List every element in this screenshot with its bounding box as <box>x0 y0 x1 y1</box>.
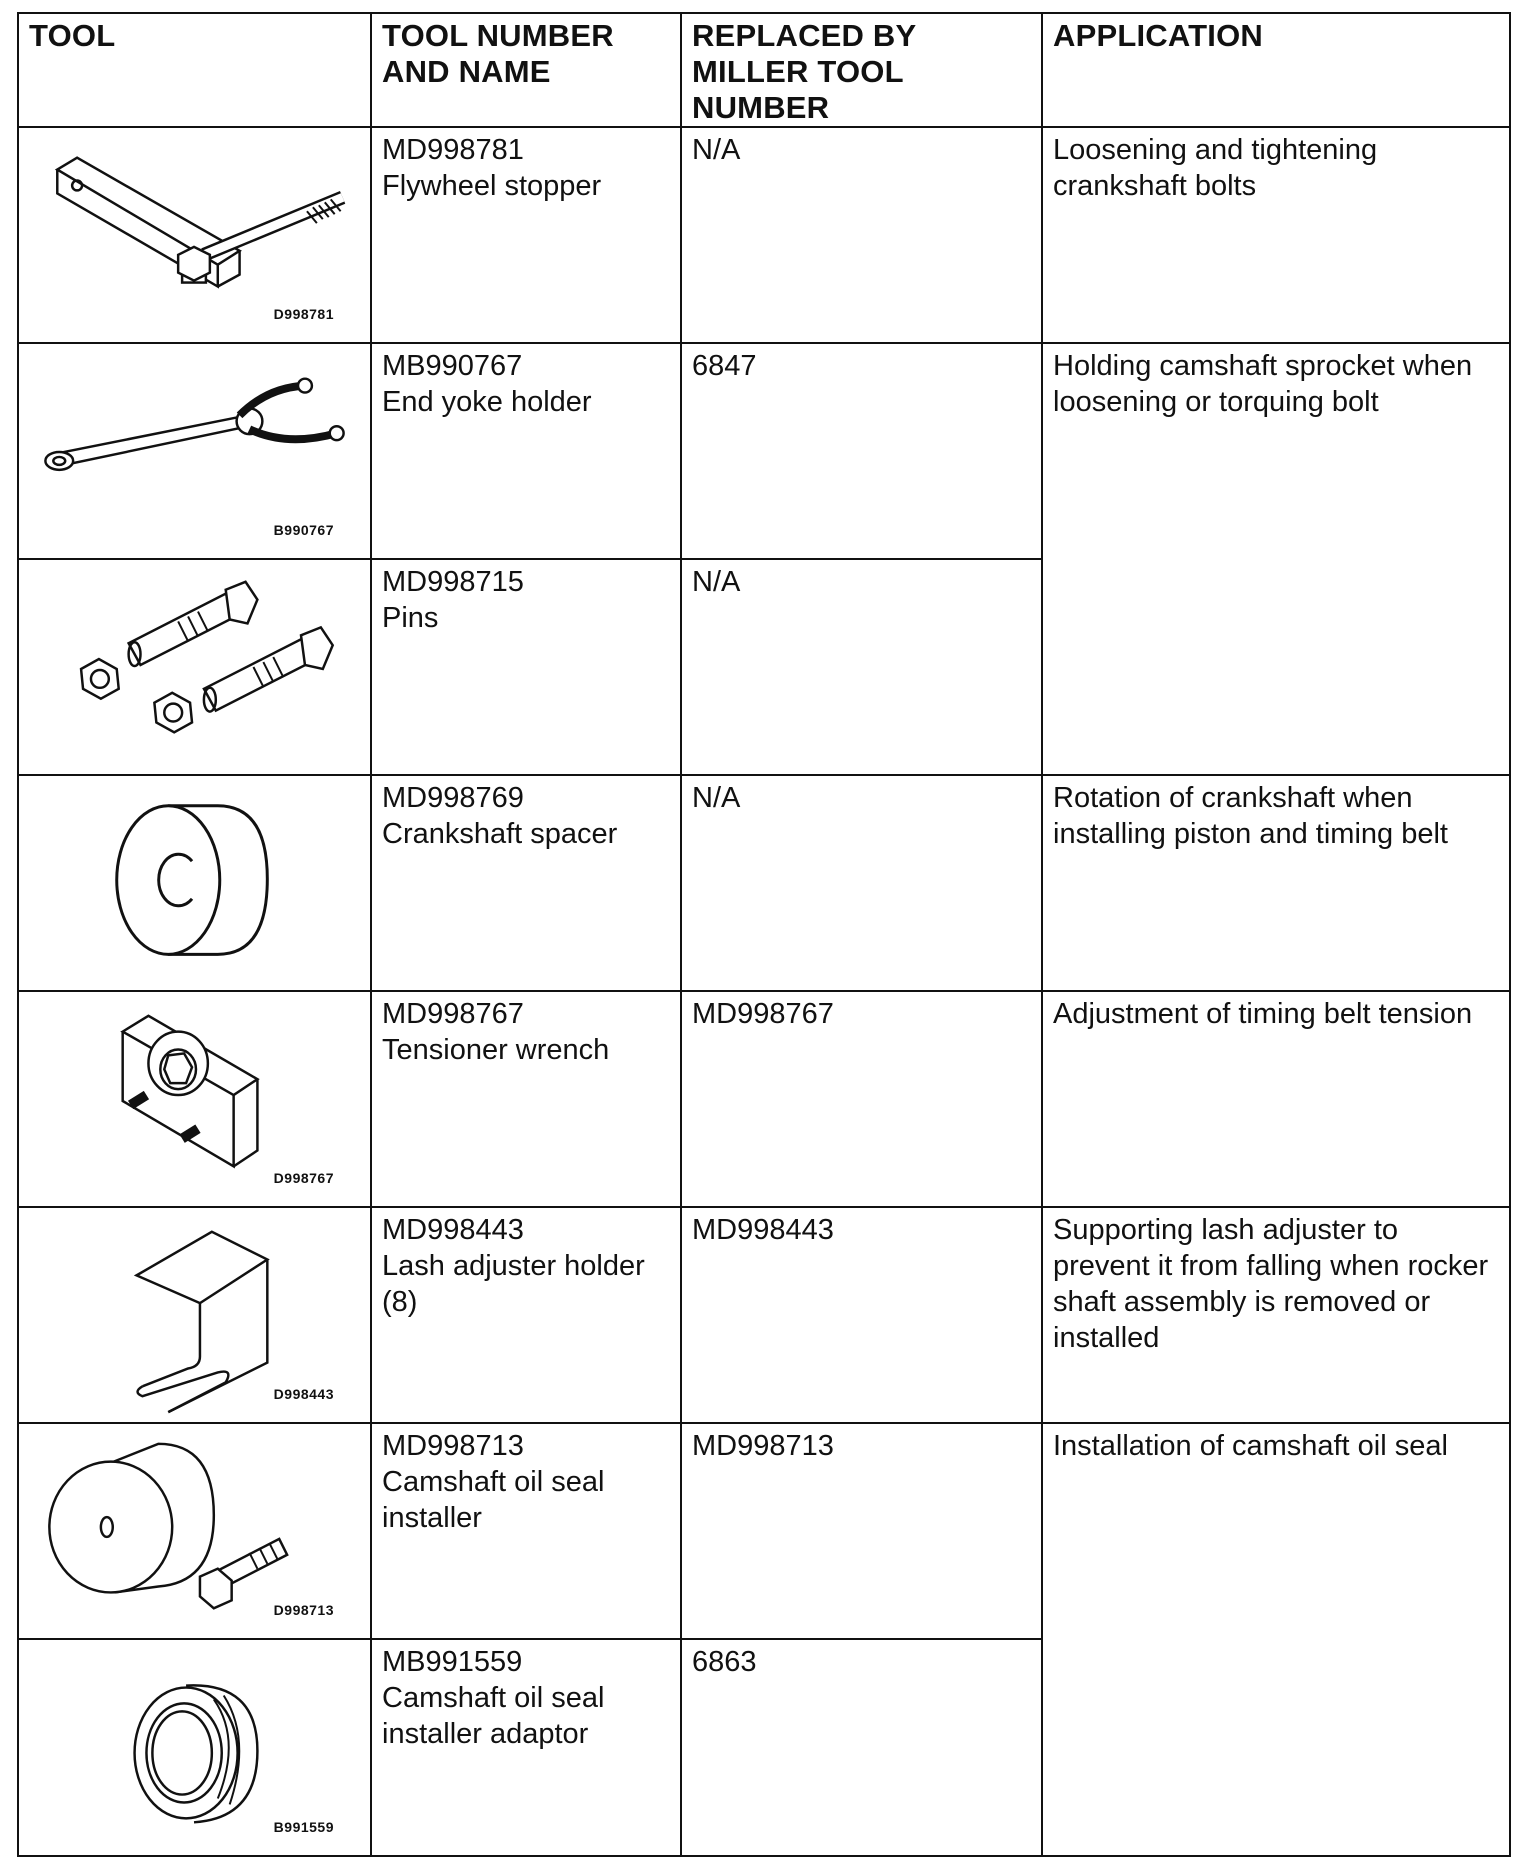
tool-name: Crankshaft spacer <box>382 818 618 850</box>
tool-image-cell <box>18 1639 371 1856</box>
application-cell: Supporting lash adjuster to prevent it from falling when rocker shaft assembly is removed or installed <box>1042 1207 1510 1423</box>
tool-number: MD998781 <box>382 134 524 166</box>
tool-image-cell <box>18 127 371 343</box>
tool-number-cell <box>371 1639 681 1856</box>
header-row <box>18 13 1510 127</box>
tool-number: MD998713 <box>382 1430 524 1462</box>
tool-name: Tensioner wrench <box>382 1034 610 1066</box>
header-replaced-by: REPLACED BY MILLER TOOL NUMBER <box>681 13 1042 127</box>
tool-number-cell <box>371 127 681 343</box>
tool-caption: B990767 <box>273 522 334 538</box>
table-row <box>18 127 1510 343</box>
application-cell: Adjustment of timing belt tension <box>1042 991 1510 1207</box>
tool-name: Pins <box>382 602 439 634</box>
tool-number-cell <box>371 991 681 1207</box>
application-cell: Holding camshaft sprocket when loosening or torquing bolt <box>1042 343 1510 775</box>
header-tool-number: TOOL NUMBER AND NAME <box>371 13 681 127</box>
tool-caption: D998713 <box>273 1602 334 1618</box>
special-tools-table <box>17 12 1511 1857</box>
tool-caption: D998781 <box>273 306 334 322</box>
tool-number: MD998767 <box>382 998 524 1030</box>
pins-icon <box>19 560 370 774</box>
tool-number: MD998443 <box>382 1214 524 1246</box>
table-row <box>18 343 1510 559</box>
tool-number-cell <box>371 775 681 991</box>
tool-image-cell <box>18 1423 371 1639</box>
tool-name: Flywheel stopper <box>382 170 602 202</box>
header-application: APPLICATION <box>1042 13 1510 127</box>
replaced-by-cell: MD998443 <box>681 1207 1042 1423</box>
replaced-by-cell: MD998713 <box>681 1423 1042 1639</box>
replaced-by-cell: N/A <box>681 127 1042 343</box>
tool-number: MB991559 <box>382 1646 523 1678</box>
tool-number: MD998769 <box>382 782 524 814</box>
tool-number-cell <box>371 559 681 775</box>
tool-image-cell <box>18 991 371 1207</box>
tool-number: MD998715 <box>382 566 524 598</box>
tool-caption: B991559 <box>273 1819 334 1835</box>
tool-image-cell <box>18 775 371 991</box>
table-row <box>18 1423 1510 1639</box>
tool-image-cell <box>18 559 371 775</box>
tool-image-cell <box>18 343 371 559</box>
table-row <box>18 775 1510 991</box>
tool-image-cell <box>18 1207 371 1423</box>
replaced-by-cell: 6847 <box>681 343 1042 559</box>
tool-caption: D998767 <box>273 1170 334 1186</box>
tool-name: End yoke holder <box>382 386 592 418</box>
tool-caption: D998443 <box>273 1386 334 1402</box>
application-cell: Loosening and tightening crankshaft bolts <box>1042 127 1510 343</box>
crankshaft-spacer-icon <box>19 776 370 990</box>
table-row <box>18 991 1510 1207</box>
table-row <box>18 1207 1510 1423</box>
replaced-by-cell: N/A <box>681 775 1042 991</box>
tool-name: Lash adjuster holder (8) <box>382 1250 645 1318</box>
replaced-by-cell: MD998767 <box>681 991 1042 1207</box>
tool-number-cell <box>371 1423 681 1639</box>
tool-number-cell <box>371 1207 681 1423</box>
replaced-by-cell: N/A <box>681 559 1042 775</box>
tool-name: Camshaft oil seal installer <box>382 1466 605 1534</box>
application-cell: Installation of camshaft oil seal <box>1042 1423 1510 1856</box>
replaced-by-cell: 6863 <box>681 1639 1042 1856</box>
tool-name: Camshaft oil seal installer adaptor <box>382 1682 605 1750</box>
tool-number: MB990767 <box>382 350 523 382</box>
tool-number-cell <box>371 343 681 559</box>
application-cell: Rotation of crankshaft when installing piston and timing belt <box>1042 775 1510 991</box>
header-tool: TOOL <box>18 13 371 127</box>
